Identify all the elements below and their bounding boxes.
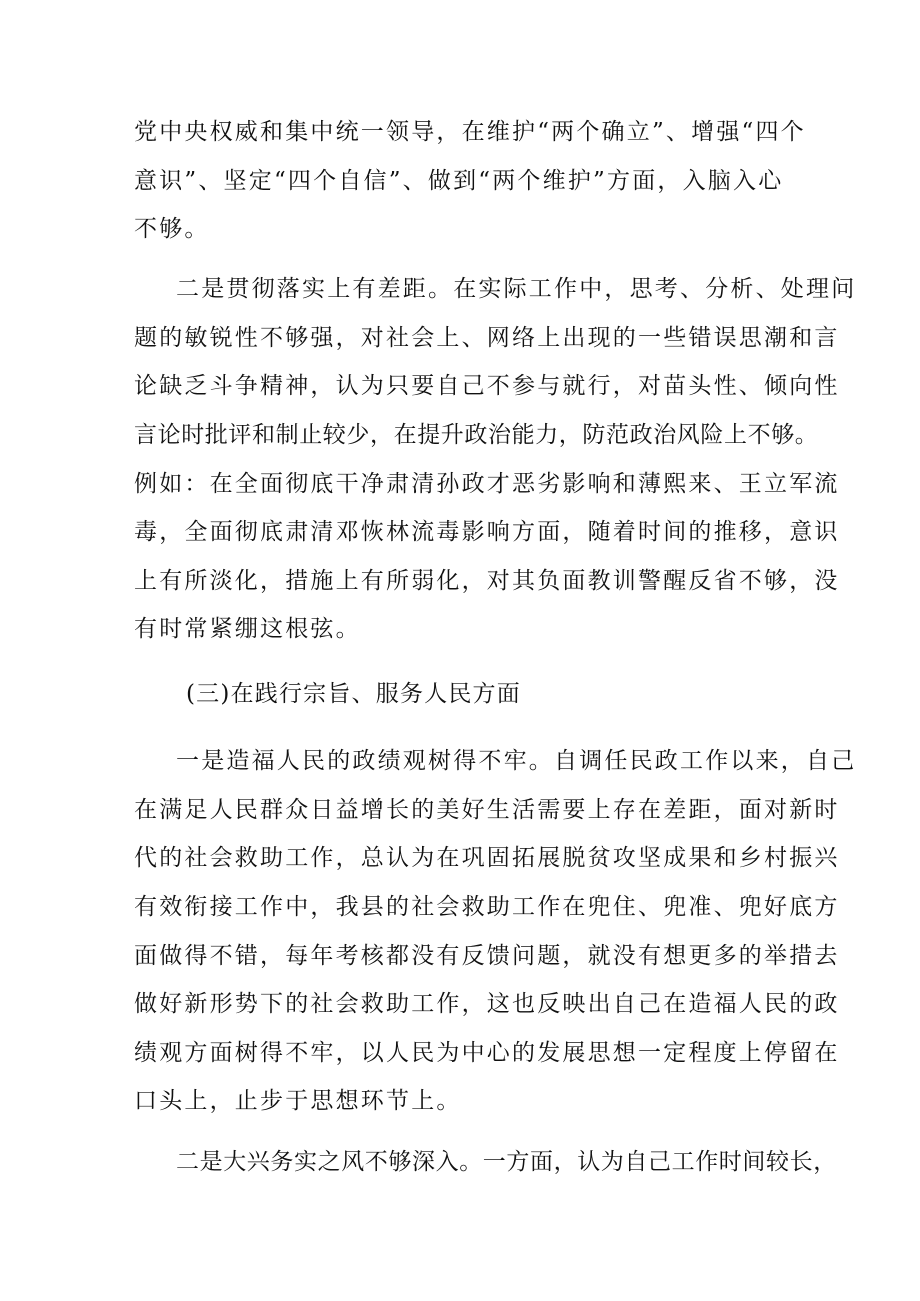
text-line: 意识”、坚定“四个自信”、做到“两个维护”方面，入脑入心 xyxy=(134,168,784,194)
text-line: 例如：在全面彻底干净肃清孙政才恶劣影响和薄熙来、王立军流 xyxy=(134,471,840,497)
text-line: 一是造福人民的政绩观树得不牢。自调任民政工作以来，自己 xyxy=(176,748,857,774)
text-line: 党中央权威和集中统一领导，在维护“两个确立”、增强“四个 xyxy=(134,119,806,145)
text-line: 有效衔接工作中，我县的社会救助工作在兜住、兜准、兜好底方 xyxy=(134,894,840,920)
text-line: 上有所淡化，措施上有所弱化，对其负面教训警醒反省不够，没 xyxy=(134,568,840,594)
section-heading: (三)在践行宗旨、服务人民方面 xyxy=(186,681,521,707)
text-line: 题的敏锐性不够强，对社会上、网络上出现的一些错误思潮和言 xyxy=(134,325,840,351)
text-line: 口头上，止步于思想环节上。 xyxy=(134,1088,462,1114)
text-line: 二是贯彻落实上有差距。在实际工作中，思考、分析、处理问 xyxy=(176,276,857,302)
text-line: 在满足人民群众日益增长的美好生活需要上存在差距，面对新时 xyxy=(134,797,840,823)
text-line: 毒，全面彻底肃清邓恢林流毒影响方面，随着时间的推移，意识 xyxy=(134,519,840,545)
text-line: 代的社会救助工作，总认为在巩固拓展脱贫攻坚成果和乡村振兴 xyxy=(134,845,840,871)
text-line: 论缺乏斗争精神，认为只要自己不参与就行，对苗头性、倾向性 xyxy=(134,373,840,399)
text-line: 做好新形势下的社会救助工作，这也反映出自己在造福人民的政 xyxy=(134,991,840,1017)
text-line: 绩观方面树得不牢，以人民为中心的发展思想一定程度上停留在 xyxy=(134,1040,840,1066)
text-line: 面做得不错，每年考核都没有反馈问题，就没有想更多的举措去 xyxy=(134,943,840,969)
text-line: 言论时批评和制止较少，在提升政治能力，防范政治风险上不够。 xyxy=(134,422,819,448)
text-line: 二是大兴务实之风不够深入。一方面，认为自己工作时间较长， xyxy=(176,1149,837,1175)
text-line: 有时常紧绷这根弦。 xyxy=(134,616,361,642)
text-line: 不够。 xyxy=(134,216,210,242)
